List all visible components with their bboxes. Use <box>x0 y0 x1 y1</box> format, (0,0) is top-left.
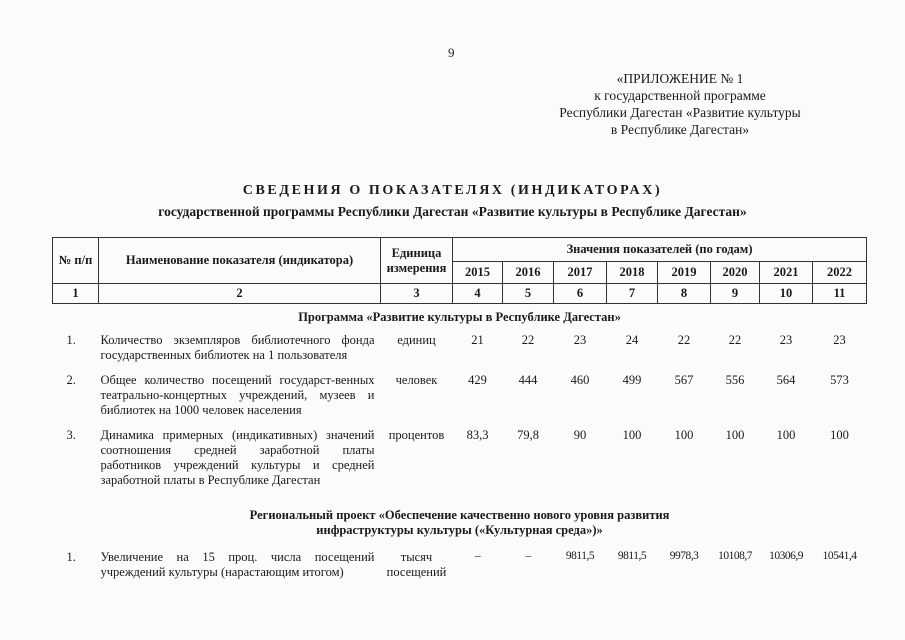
column-number: 8 <box>658 284 711 304</box>
value-cell: 22 <box>521 333 535 347</box>
column-number: 3 <box>381 284 453 304</box>
table-row <box>53 329 867 369</box>
value-cell: 79,8 <box>517 428 539 442</box>
table-row <box>53 369 867 424</box>
appendix-line-1: «ПРИЛОЖЕНИЕ № 1 <box>616 71 744 86</box>
value-cell: 9811,5 <box>565 550 595 562</box>
value-cell: 9811,5 <box>617 550 647 562</box>
indicator-unit: тысяч посещений <box>386 550 447 579</box>
value-cell: 24 <box>625 333 639 347</box>
value-cell: 100 <box>725 428 745 442</box>
section-heading-regional-project <box>53 494 867 546</box>
header-year: 2016 <box>503 262 554 284</box>
row-number: 3. <box>66 428 76 442</box>
value-cell: – <box>525 550 531 562</box>
header-indicator-name: Наименование показателя (индикатора) <box>99 238 381 284</box>
section-heading-program: Программа «Развитие культуры в Республике Дагестан» <box>298 310 621 324</box>
header-year: 2017 <box>554 262 607 284</box>
column-number: 4 <box>453 284 503 304</box>
row-number: 1. <box>66 333 76 347</box>
column-number: 7 <box>607 284 658 304</box>
header-year: 2021 <box>760 262 813 284</box>
value-cell: 564 <box>776 373 796 387</box>
table-row <box>53 424 867 494</box>
value-cell: 21 <box>471 333 484 347</box>
table-row <box>53 546 867 586</box>
value-cell: 460 <box>570 373 590 387</box>
header-year: 2020 <box>711 262 760 284</box>
column-number: 10 <box>760 284 813 304</box>
header-number: № п/п <box>53 238 99 284</box>
row-number: 2. <box>66 373 76 387</box>
value-cell: 83,3 <box>466 428 489 442</box>
indicator-name: Увеличение на 15 проц. числа посещений учреждений культуры (нарастающим итогом) <box>100 550 375 579</box>
value-cell: 10108,7 <box>718 550 752 562</box>
section-heading-line-2: инфраструктуры культуры («Культурная среда»)» <box>316 523 603 537</box>
header-year: 2015 <box>453 262 503 284</box>
value-cell: 567 <box>674 373 694 387</box>
value-cell: 556 <box>725 373 745 387</box>
column-number: 1 <box>53 284 99 304</box>
value-cell: 23 <box>833 333 846 347</box>
header-year: 2019 <box>658 262 711 284</box>
header-year: 2018 <box>607 262 658 284</box>
column-number: 11 <box>813 284 867 304</box>
indicator-unit: процентов <box>388 428 445 442</box>
value-cell: 100 <box>830 428 849 442</box>
indicators-table <box>52 237 867 586</box>
value-cell: 22 <box>728 333 742 347</box>
header-year: 2022 <box>813 262 867 284</box>
indicator-name: Общее количество посещений государст-венных театрально-концертных учреждений, музеев и библиотек на 1000 человек населения <box>100 373 375 417</box>
indicator-unit: единиц <box>397 333 436 347</box>
appendix-line-4: в Республике Дагестан» <box>610 122 750 137</box>
value-cell: 10541,4 <box>822 550 857 562</box>
value-cell: 9978,3 <box>669 550 699 562</box>
value-cell: 23 <box>573 333 587 347</box>
value-cell: 100 <box>776 428 796 442</box>
value-cell: 100 <box>622 428 642 442</box>
appendix-header <box>540 70 820 138</box>
document-subtitle: государственной программы Республики Дагестан «Развитие культуры в Республике Дагестан» <box>158 204 747 219</box>
column-number: 5 <box>503 284 554 304</box>
indicator-name: Количество экземпляров библиотечного фонда государственных библиотек на 1 пользователя <box>100 333 375 362</box>
indicator-name: Динамика примерных (индикативных) значений соотношения средней заработной платы работников учреждений культуры и средней заработной платы в Республике Дагестан <box>100 428 375 487</box>
appendix-line-3: Республики Дагестан «Развитие культуры <box>559 105 801 120</box>
indicator-unit: человек <box>395 373 438 387</box>
document-title: СВЕДЕНИЯ О ПОКАЗАТЕЛЯХ (ИНДИКАТОРАХ) <box>242 183 663 198</box>
section-heading-line-1: Региональный проект «Обеспечение качественно нового уровня развития <box>249 508 670 522</box>
value-cell: 23 <box>779 333 793 347</box>
value-cell: 429 <box>468 373 487 387</box>
value-cell: 10306,9 <box>769 550 803 562</box>
value-cell: 444 <box>518 373 538 387</box>
row-number: 1. <box>66 550 76 564</box>
appendix-line-2: к государственной программе <box>594 88 766 103</box>
value-cell: 573 <box>830 373 849 387</box>
value-cell: 22 <box>677 333 691 347</box>
column-number: 9 <box>711 284 760 304</box>
value-cell: 100 <box>674 428 694 442</box>
column-number: 2 <box>99 284 381 304</box>
value-cell: – <box>474 550 481 562</box>
value-cell: 90 <box>573 428 587 442</box>
page-number: 9 <box>448 45 455 60</box>
header-unit: Единица измерения <box>381 238 453 284</box>
value-cell: 499 <box>622 373 642 387</box>
column-number: 6 <box>554 284 607 304</box>
header-values-by-year: Значения показателей (по годам) <box>453 238 867 262</box>
